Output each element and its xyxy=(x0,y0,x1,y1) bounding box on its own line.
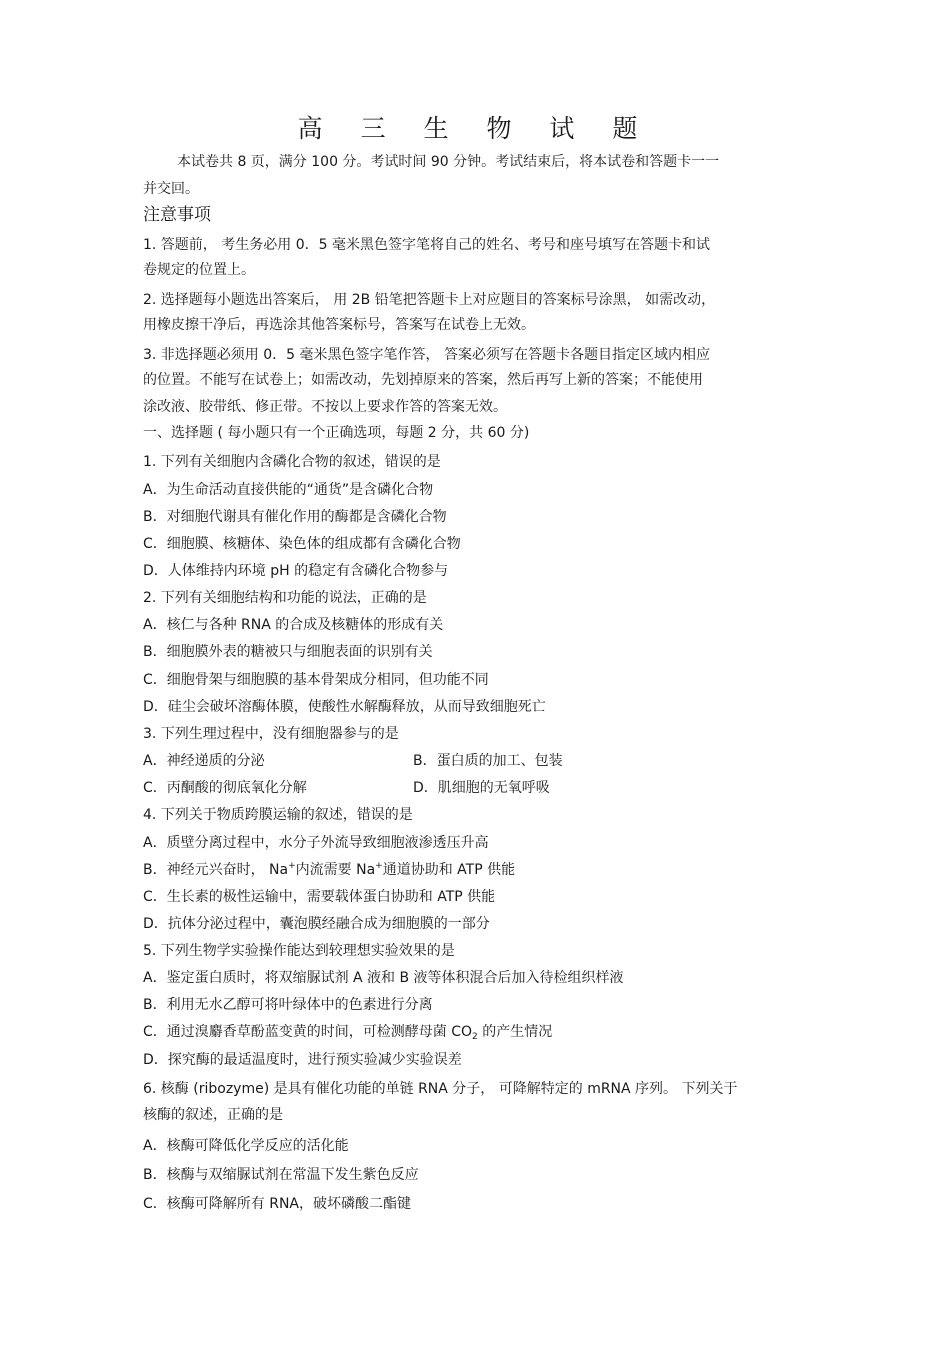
q4-option-d: D．抗体分泌过程中，囊泡膜经融合成为细胞膜的一部分 xyxy=(143,916,490,932)
q4-option-b-text-3: 通道协助和 ATP 供能 xyxy=(382,862,516,878)
q1-stem: 1. 下列有关细胞内含磷化合物的叙述，错误的是 xyxy=(143,454,441,470)
q5-option-c-subscript: 2 xyxy=(472,1032,478,1042)
q5-option-a: A．鉴定蛋白质时，将双缩脲试剂 A 液和 B 液等体积混合后加入待检组织样液 xyxy=(143,970,624,986)
q2-option-c: C．细胞骨架与细胞膜的基本骨架成分相同，但功能不同 xyxy=(143,672,489,688)
q2-option-d: D．硅尘会破坏溶酶体膜，使酸性水解酶释放，从而导致细胞死亡 xyxy=(143,699,546,715)
q5-option-b: B．利用无水乙醇可将叶绿体中的色素进行分离 xyxy=(143,997,433,1013)
q5-option-c-text-2: 的产生情况 xyxy=(477,1024,553,1040)
q6-option-b: B．核酶与双缩脲试剂在常温下发生紫色反应 xyxy=(143,1167,419,1183)
q4-option-b xyxy=(143,861,515,879)
q3-stem: 3. 下列生理过程中，没有细胞器参与的是 xyxy=(143,726,399,742)
notice-item-3-line-1: 3. 非选择题必须用 0．5 毫米黑色签字笔作答， 答案必须写在答题卡各题目指定区域内相应 xyxy=(143,347,710,363)
notice-item-3-line-2: 的位置。不能写在试卷上；如需改动，先划掉原来的答案，然后再写上新的答案；不能使用 xyxy=(143,372,703,388)
notice-item-2-line-2: 用橡皮擦干净后，再选涂其他答案标号，答案写在试卷上无效。 xyxy=(143,317,535,333)
q3-option-a: A．神经递质的分泌 xyxy=(143,753,265,769)
q4-option-b-superscript-1: + xyxy=(288,861,296,871)
q5-stem: 5. 下列生物学实验操作能达到较理想实验效果的是 xyxy=(143,943,455,959)
intro-line-1: 本试卷共 8 页，满分 100 分。考试时间 90 分钟。考试结束后，将本试卷和答题卡一一 xyxy=(177,154,720,170)
q6-stem-line-2: 核酶的叙述，正确的是 xyxy=(143,1107,283,1123)
q1-option-b: B．对细胞代谢具有催化作用的酶都是含磷化合物 xyxy=(143,509,447,525)
notice-item-1-line-1: 1. 答题前， 考生务必用 0．5 毫米黑色签字笔将自己的姓名、考号和座号填写在答题卡和试 xyxy=(143,237,710,253)
section-heading: 一、选择题 ( 每小题只有一个正确选项，每题 2 分，共 60 分) xyxy=(143,425,530,441)
q5-option-c-text-1: C．通过溴麝香草酚蓝变黄的时间，可检测酵母菌 CO xyxy=(143,1024,473,1040)
q4-option-c: C．生长素的极性运输中，需要载体蛋白协助和 ATP 供能 xyxy=(143,889,496,905)
q3-option-b: B．蛋白质的加工、包装 xyxy=(413,753,563,769)
q6-option-a: A．核酶可降低化学反应的活化能 xyxy=(143,1138,349,1154)
q4-option-a: A．质壁分离过程中，水分子外流导致细胞液渗透压升高 xyxy=(143,835,489,851)
notice-item-2-line-1: 2. 选择题每小题选出答案后， 用 2B 铅笔把答题卡上对应题目的答案标号涂黑， 如需改动， xyxy=(143,292,716,308)
q4-option-b-text-2: 内流需要 Na xyxy=(295,862,376,878)
q1-option-a: A．为生命活动直接供能的“通货”是含磷化合物 xyxy=(143,482,434,498)
q2-option-b: B．细胞膜外表的糖被只与细胞表面的识别有关 xyxy=(143,644,433,660)
notice-item-3-line-3: 涂改液、胶带纸、修正带。不按以上要求作答的答案无效。 xyxy=(143,399,507,415)
q5-option-c xyxy=(143,1023,552,1041)
q2-option-a: A．核仁与各种 RNA 的合成及核糖体的形成有关 xyxy=(143,617,444,633)
page-title: 高 三 生 物 试 题 xyxy=(297,114,653,143)
q4-option-b-text-1: B．神经元兴奋时， Na xyxy=(143,862,289,878)
notice-item-1-line-2: 卷规定的位置上。 xyxy=(143,262,255,278)
q4-option-b-superscript-2: + xyxy=(375,861,383,871)
q3-option-c: C．丙酮酸的彻底氧化分解 xyxy=(143,780,307,796)
notice-heading: 注意事项 xyxy=(143,205,211,225)
q1-option-d: D．人体维持内环境 pH 的稳定有含磷化合物参与 xyxy=(143,563,449,579)
q4-stem: 4. 下列关于物质跨膜运输的叙述，错误的是 xyxy=(143,807,413,823)
q1-option-c: C．细胞膜、核糖体、染色体的组成都有含磷化合物 xyxy=(143,536,461,552)
q6-option-c: C．核酶可降解所有 RNA，破坏磷酸二酯键 xyxy=(143,1196,412,1212)
q3-option-d: D．肌细胞的无氧呼吸 xyxy=(413,780,550,796)
q5-option-d: D．探究酶的最适温度时，进行预实验减少实验误差 xyxy=(143,1052,462,1068)
intro-line-2: 并交回。 xyxy=(143,181,199,197)
q2-stem: 2. 下列有关细胞结构和功能的说法，正确的是 xyxy=(143,590,427,606)
q6-stem-line-1: 6. 核酶 (ribozyme) 是具有催化功能的单链 RNA 分子， 可降解特定的 mRNA 序列。 下列关于 xyxy=(143,1081,738,1097)
